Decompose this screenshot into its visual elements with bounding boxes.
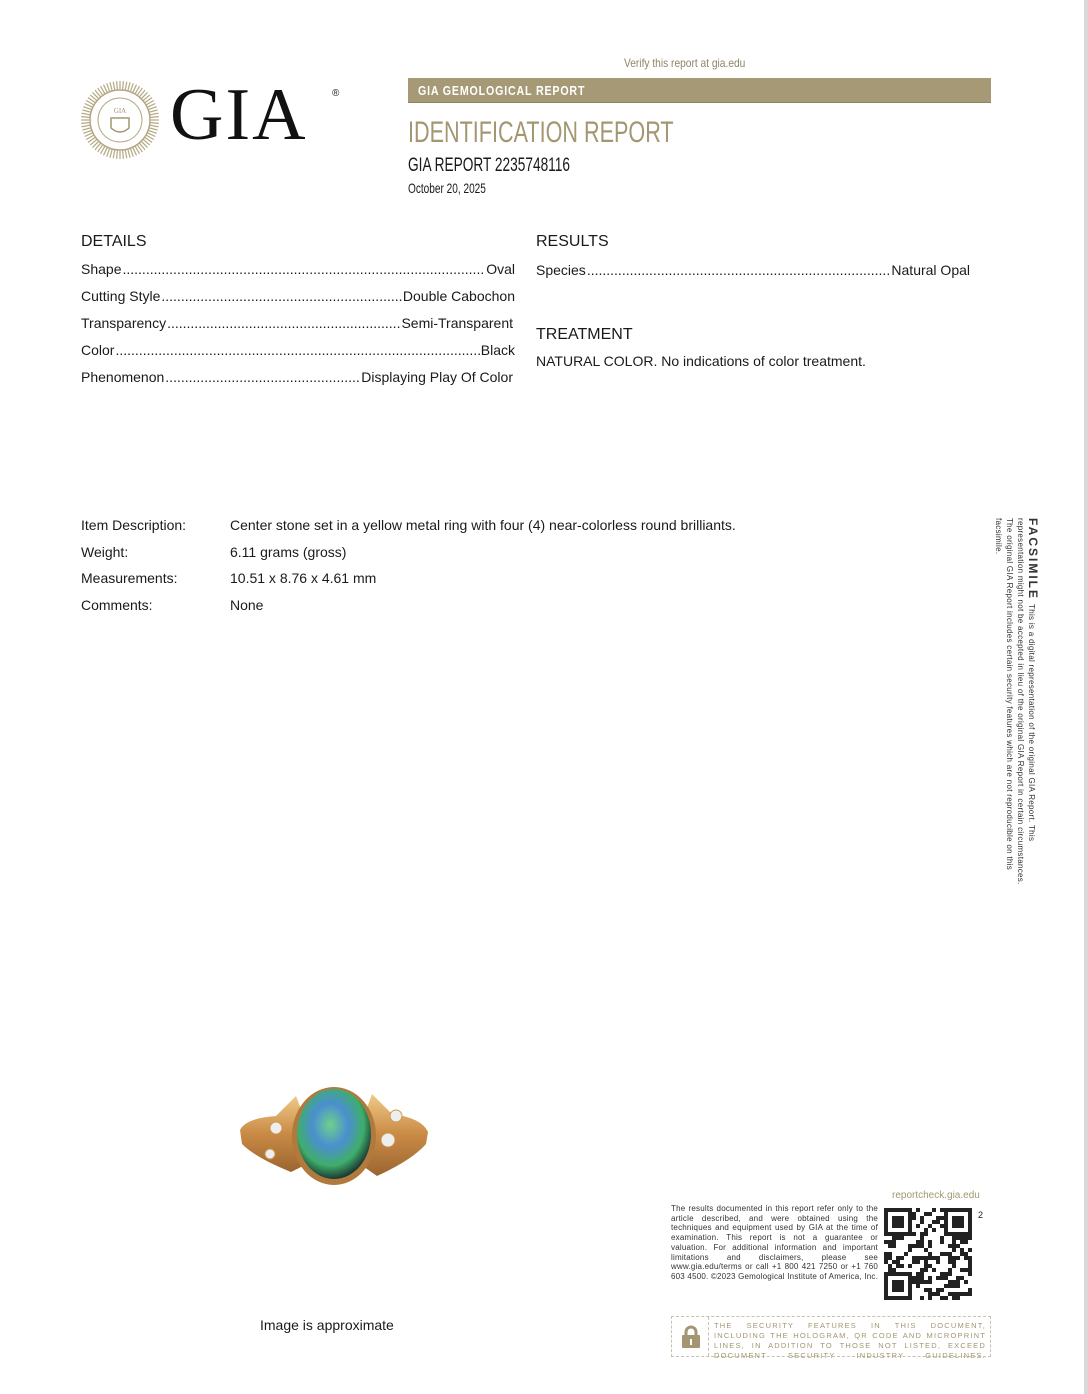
verify-link[interactable]: Verify this report at gia.edu — [624, 56, 746, 70]
treatment-heading: TREATMENT — [536, 326, 633, 343]
results-heading: RESULTS — [536, 233, 609, 250]
gia-seal-icon — [80, 80, 160, 160]
facsimile-title: FACSIMILE — [1026, 518, 1040, 601]
seal-text: GIA — [113, 107, 127, 115]
detail-value: Oval — [486, 261, 515, 277]
banner-text: GIA GEMOLOGICAL REPORT — [418, 83, 586, 98]
item-label: Weight: — [81, 544, 129, 560]
detail-label: Transparency — [81, 315, 167, 331]
security-text: THE SECURITY FEATURES IN THIS DOCUMENT, INCLUDING THE HOLOGRAM, QR CODE AND MICROPRINT LINES, IN ADDITION TO THOSE NOT LISTED, EXCEED DOCUMENT SECURITY INDUSTRY GUIDELINES. — [714, 1321, 986, 1360]
detail-value: Black — [480, 342, 515, 358]
item-value: 10.51 x 8.76 x 4.61 mm — [230, 570, 377, 586]
page-edge — [1084, 0, 1088, 1394]
item-label: Measurements: — [81, 570, 178, 586]
disclaimer-text: The results documented in this report refer only to the article described, and were obtained using the techniques and equipment used by GIA at the time of examination. This report is not a guarantee or valuation. For additional information and important limitations and disclaimers, please see www.gia.edu/terms or call +1 800 421 7250 or +1 760 603 4500. ©2023 Gemological Institute of America, Inc. — [671, 1204, 878, 1281]
result-row-species — [536, 262, 970, 278]
image-caption: Image is approximate — [260, 1317, 394, 1333]
detail-row-shape — [81, 261, 515, 277]
detail-value: Displaying Play Of Color — [361, 369, 513, 385]
facsimile-notice — [993, 518, 1038, 898]
item-label: Comments: — [81, 597, 153, 613]
detail-label: Cutting Style — [81, 288, 161, 304]
detail-row-cutting-style — [81, 288, 515, 304]
page-number: 2 — [978, 1210, 984, 1220]
detail-row-color — [81, 342, 515, 358]
item-label: Item Description: — [81, 517, 187, 533]
details-heading: DETAILS — [81, 233, 147, 250]
treatment-text: NATURAL COLOR. No indications of color treatment. — [536, 353, 866, 369]
report-title: IDENTIFICATION REPORT — [408, 116, 674, 149]
item-value: 6.11 grams (gross) — [230, 544, 347, 560]
report-banner — [408, 78, 991, 103]
report-number: GIA REPORT 2235748116 — [408, 155, 570, 176]
item-value: None — [230, 597, 264, 613]
report-date: October 20, 2025 — [408, 180, 486, 196]
reportcheck-link[interactable]: reportcheck.gia.edu — [892, 1190, 980, 1201]
qr-code[interactable] — [884, 1207, 972, 1301]
facsimile-text: This is a digital representation of the original GIA Report. This representation might not be accepted in lieu of the original GIA Report in certain circumstances. The original GIA Report includes certain security features which are not reproducible on this facsimile. — [994, 518, 1036, 885]
detail-value: Semi-Transparent — [401, 315, 513, 331]
item-value: Center stone set in a yellow metal ring with four (4) near-colorless round brilliants. — [230, 517, 736, 533]
detail-row-transparency — [81, 315, 513, 331]
lock-icon — [681, 1325, 701, 1349]
result-label: Species — [536, 262, 586, 278]
detail-row-phenomenon — [81, 369, 513, 385]
detail-value: Double Cabochon — [402, 288, 515, 304]
result-value: Natural Opal — [891, 262, 970, 278]
detail-label: Phenomenon — [81, 369, 165, 385]
security-notice — [671, 1316, 991, 1360]
registered-mark: ® — [332, 88, 340, 99]
ring-image — [236, 1082, 432, 1190]
detail-label: Shape — [81, 261, 122, 277]
gia-logo: GIA — [170, 74, 308, 156]
detail-label: Color — [81, 342, 115, 358]
